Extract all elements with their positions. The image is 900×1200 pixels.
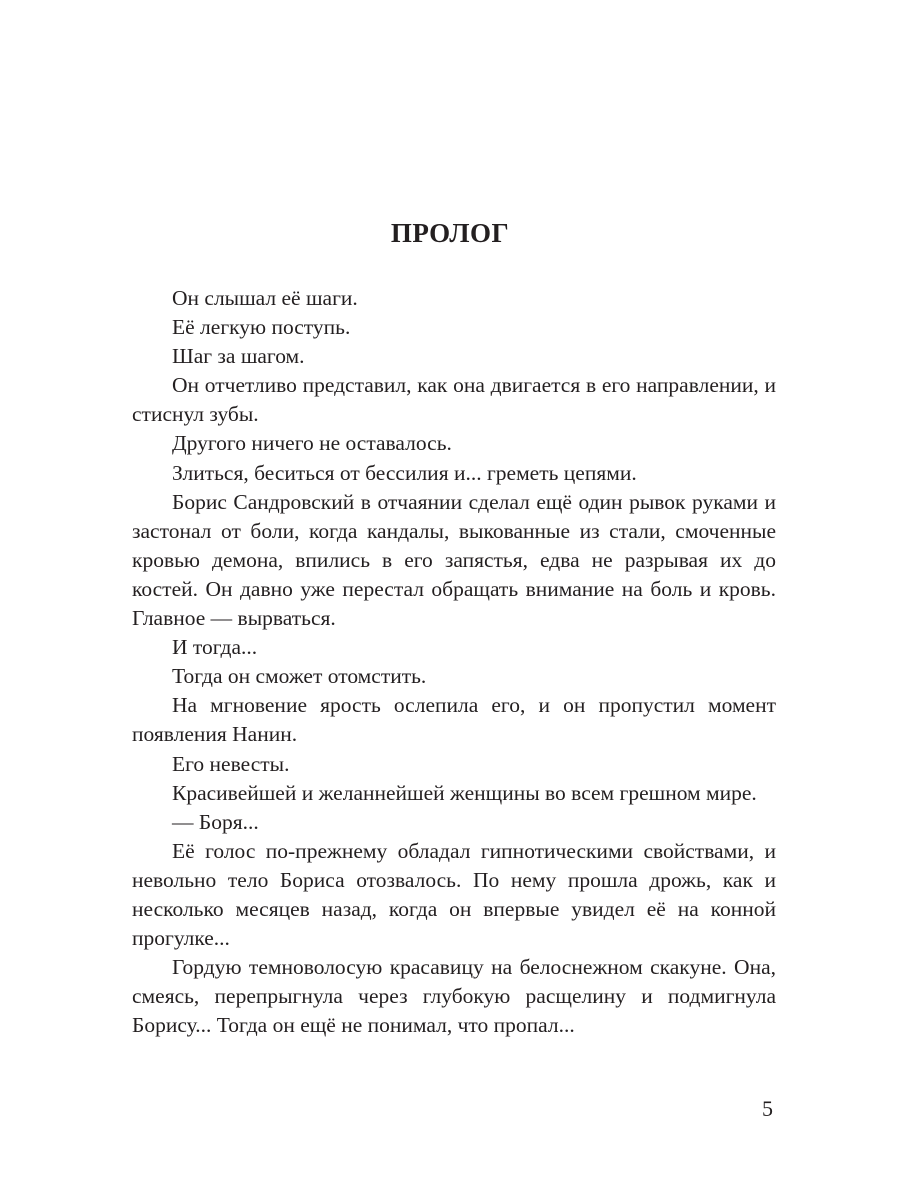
paragraph-4: Он отчетливо представил, как она двигается в его направлении, и стиснул зубы. xyxy=(132,373,776,427)
chapter-title: ПРОЛОГ xyxy=(390,218,510,248)
paragraph-7: Борис Сандровский в отчаянии сделал ещё один рывок руками и застонал от боли, когда кандалы, выкованные из стали, смоченные кровью демона, впились в его запястья, едва не разрывая их до костей. Он давно уже перестал обращать внимание на боль и кровь. Главное — вырваться. xyxy=(132,489,776,631)
paragraph-8: И тогда... xyxy=(172,635,258,660)
paragraph-6: Злиться, беситься от бессилия и... греметь цепями. xyxy=(172,460,637,485)
paragraph-14: Её голос по-прежнему обладал гипнотическими свойствами, и невольно тело Бориса отозвалось. По нему прошла дрожь, как и несколько месяцев назад, когда он впервые увидел её на конной прогулке... xyxy=(132,838,776,951)
paragraph-15: Гордую темноволосую красавицу на белоснежном скакуне. Она, смеясь, перепрыгнула через глубокую расщелину и подмигнула Борису... Тогда он ещё не понимал, что пропал... xyxy=(132,955,776,1038)
page-number: 5 xyxy=(762,1096,773,1121)
paragraph-2: Её легкую поступь. xyxy=(172,315,351,340)
paragraph-13: — Боря... xyxy=(172,809,259,834)
body-text xyxy=(132,284,776,1040)
paragraph-3: Шаг за шагом. xyxy=(172,344,305,369)
paragraph-1: Он слышал её шаги. xyxy=(172,286,358,310)
paragraph-9: Тогда он сможет отомстить. xyxy=(172,664,427,689)
paragraph-11: Его невесты. xyxy=(172,751,290,776)
paragraph-10: На мгновение ярость ослепила его, и он пропустил момент появления Нанин. xyxy=(132,693,776,747)
paragraph-5: Другого ничего не оставалось. xyxy=(172,431,452,456)
paragraph-12: Красивейшей и желаннейшей женщины во всем грешном мире. xyxy=(172,780,757,805)
